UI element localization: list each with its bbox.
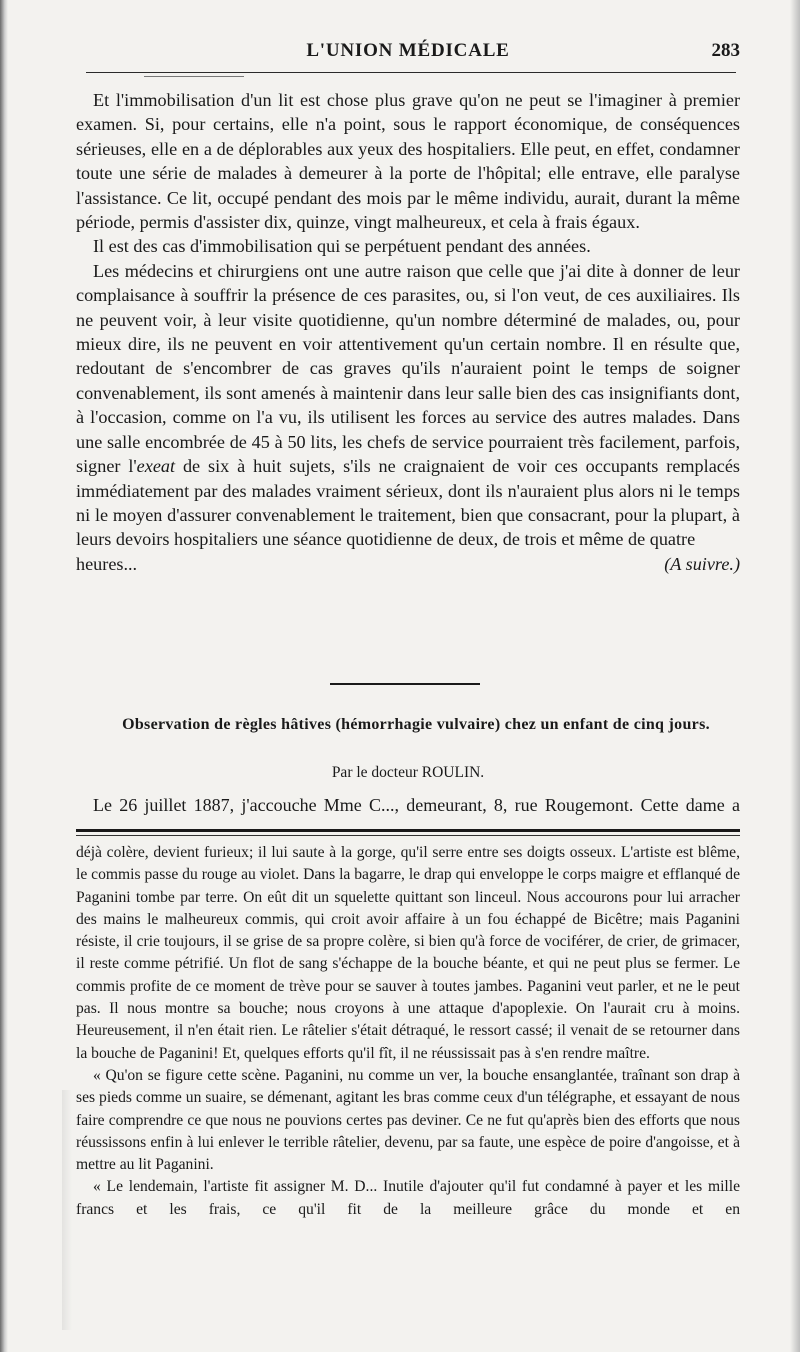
page-edge-right <box>790 0 800 1352</box>
article-paragraph: Et l'immobilisation d'un lit est chose plus grave qu'on ne peut se l'imaginer à premier examen. Si, pour certains, elle n'a point, sous le rapport économique, de conséquences sérieuses, elle en a de déplorables aux yeux des hospitaliers. Elle peut, en effet, condamner toute une série de malades à demeurer à la porte de l'hôpital; elle entrave, elle paralyse l'assistance. Ce lit, occupé pendant des mois par le même individu, aurait, durant la même période, permis d'assister dix, quinze, vingt malheureux, et cela à frais égaux. <box>76 90 740 233</box>
feuilleton-paragraph: déjà colère, devient furieux; il lui saute à la gorge, qu'il serre entre ses doigts osseux. L'artiste est blême, le commis passe du rouge au violet. Dans la bagarre, le drap qui enveloppe le corps maigre et efflanqué de Paganini tombe par terre. On eût dit un squelette quittant son linceul. Nous accourons pour lui arracher des mains le malheureux commis, qui croit avoir affaire à un fou échappé de Bicêtre; mais Paganini résiste, il crie toujours, il se grise de sa propre colère, si bien qu'à force de vociférer, de crier, de grimacer, il reste comme pétrifié. Un flot de sang s'échappe de la bouche béante, et qui ne peut plus se fermer. Le commis profite de ce moment de trève pour se sauver à toutes jambes. Paganini veut parler, et ne le peut pas. Il nous montre sa bouche; nous croyons à une attaque d'apoplexie. On l'aurait cru à moins. Heureusement, il n'en était rien. Le râtelier s'était détraqué, le ressort cassé; il venait de se retourner dans la bouche de Paganini! Et, quelques efforts qu'il fît, il ne réussissait pas à s'en rendre maître. <box>76 844 740 1062</box>
article-body <box>76 88 740 576</box>
section-separator <box>330 683 480 685</box>
article-text: Les médecins et chirurgiens ont une autre raison que celle que j'ai dite à donner de leur complaisance à souffrir la présence de ces parasites, ou, si l'on veut, de ces auxiliaires. Ils ne peuvent voir, à leur visite quotidienne, qu'un nombre déterminé de malades, ou, pour mieux dire, ils ne peuvent en voir attentivement qu'un certain nombre. Il en résulte que, redoutant de s'encombrer de cas graves qu'ils n'auraient point le temps de soigner convenablement, ils sont amenés à maintenir dans leur salle bien des cas insignifiants dont, à l'occasion, comme on l'a vu, ils utilisent les forces au service des autres malades. Dans une salle encombrée de 45 à 50 lits, les chefs de service pourraient très facilement, parfois, signer l' <box>76 260 740 477</box>
header-rule-short <box>144 76 244 77</box>
observation-title: Observation de règles hâtives (hémorrhagie vulvaire) chez un enfant de cinq jours. <box>122 716 710 733</box>
header-rule <box>86 72 736 73</box>
running-title: L'UNION MÉDICALE <box>306 40 510 61</box>
to-be-continued: (A suivre.) <box>664 553 740 574</box>
feuilleton-paragraph: « Le lendemain, l'artiste fit assigner M. D... Inutile d'ajouter qu'il fut condamné à payer et les mille francs et les frais, ce qu'il fit de la meilleure grâce du monde et en <box>76 1178 740 1218</box>
article-text: de six à huit sujets, s'ils ne craignaient de voir ces occupants remplacés immédiatement par des malades vraiment sérieux, dont ils n'auraient plus alors ni le temps ni le moyen d'assurer convenablement le traitement, bien que consacrant, pour la plupart, à leurs devoirs hospitaliers une séance quotidienne de deux, de trois et même de quatre <box>76 456 740 550</box>
feuilleton-rule-thin <box>76 835 740 836</box>
article-paragraph: Il est des cas d'immobilisation qui se perpétuent pendant des années. <box>93 236 591 257</box>
page-edge-left <box>0 0 8 1352</box>
observation-byline: Par le docteur ROULIN. <box>331 764 485 781</box>
page-number: 283 <box>711 40 740 61</box>
feuilleton-rule-thick <box>76 829 740 832</box>
article-paragraph <box>76 259 740 552</box>
article-closing-line <box>76 552 740 576</box>
feuilleton-body <box>76 842 740 1221</box>
article-text: heures... <box>76 553 138 574</box>
feuilleton-paragraph: « Qu'on se figure cette scène. Paganini, nu comme un ver, la bouche ensanglantée, traînant son drap à ses pieds comme un suaire, se démenant, agitant les bras comme ceux d'un télégraphe, et essayant de nous faire comprendre ce que nous ne pouvions certes pas deviner. Ce ne fut qu'après bien des efforts que nous réussissons enfin à lui enlever le terrible râtelier, devenu, par sa faute, une espèce de poire d'angoisse, et à mettre au lit Paganini. <box>76 1066 740 1174</box>
paper-stain <box>62 1090 72 1330</box>
running-header <box>76 40 740 70</box>
observation-first-line: Le 26 juillet 1887, j'accouche Mme C..., demeurant, 8, rue Rougemont. Cette dame a <box>93 795 740 815</box>
article-italic-term: exeat <box>136 456 176 477</box>
